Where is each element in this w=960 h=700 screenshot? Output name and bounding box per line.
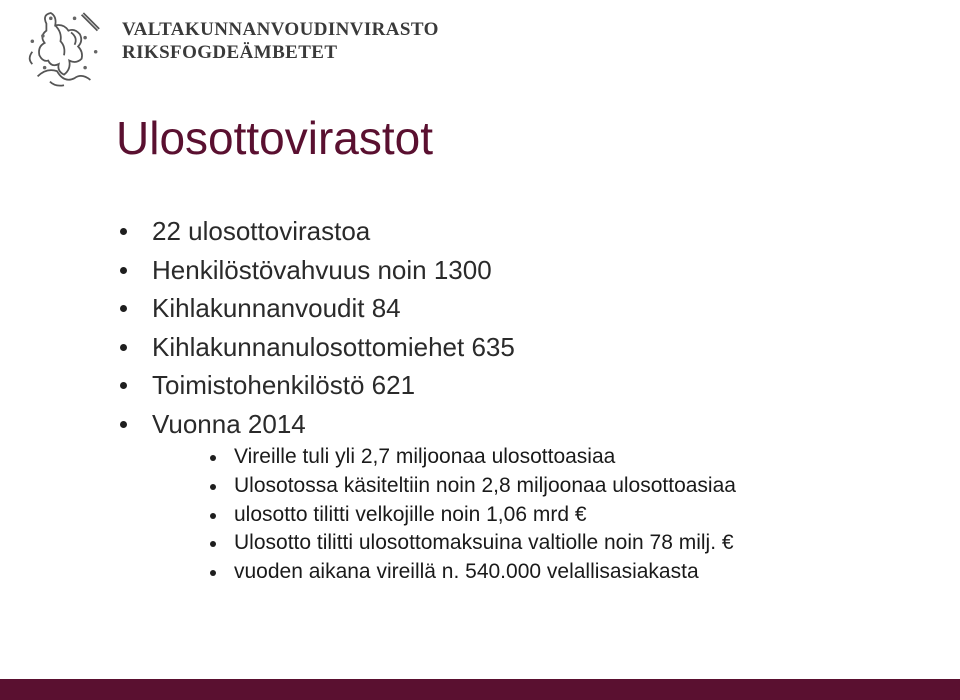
bullet-icon bbox=[120, 382, 127, 389]
bullet-icon bbox=[120, 228, 127, 235]
list-item bbox=[0, 212, 515, 251]
bullet-icon bbox=[210, 484, 216, 490]
bullet-icon bbox=[210, 570, 216, 576]
sub-list-item bbox=[0, 558, 736, 587]
agency-name bbox=[122, 18, 439, 64]
list-item-text: 22 ulosottovirastoa bbox=[152, 216, 371, 246]
list-item-text: Toimistohenkilöstö 621 bbox=[152, 370, 416, 401]
list-item-text: Kihlakunnanulosottomiehet 635 bbox=[152, 331, 515, 362]
sub-list-item bbox=[0, 501, 736, 530]
sub-list-item-text: Vireille tuli yli 2,7 miljoonaa ulosottoasiaa bbox=[234, 445, 616, 468]
agency-name-swedish: RIKSFOGDEÄMBETET bbox=[122, 42, 338, 63]
bullet-icon bbox=[120, 305, 127, 312]
bullet-icon bbox=[120, 344, 127, 351]
sub-list-item-text: ulosotto tilitti velkojille noin 1,06 mrd € bbox=[234, 502, 587, 526]
list-item bbox=[0, 251, 515, 290]
agency-name-finnish: VALTAKUNNANVOUDINVIRASTO bbox=[122, 19, 439, 40]
footer-bar bbox=[0, 679, 960, 700]
bullet-icon bbox=[120, 421, 127, 428]
list-item-text: Henkilöstövahvuus noin 1300 bbox=[152, 254, 492, 285]
bullet-icon bbox=[120, 267, 127, 274]
sub-list-item-text: Ulosotossa käsiteltiin noin 2,8 miljoonaa ulosottoasiaa bbox=[234, 473, 736, 497]
lion-crest-icon bbox=[20, 6, 108, 94]
sub-bullet-list bbox=[0, 443, 736, 587]
sub-list-item bbox=[0, 529, 736, 558]
bullet-icon bbox=[210, 455, 216, 461]
list-item-text: Vuonna 2014 bbox=[152, 408, 306, 439]
sub-list-item-text: vuoden aikana vireillä n. 540.000 velallisasiakasta bbox=[234, 560, 699, 584]
sub-list-item bbox=[0, 443, 736, 472]
list-item bbox=[0, 366, 515, 405]
list-item bbox=[0, 289, 515, 328]
sub-list-item-text: Ulosotto tilitti ulosottomaksuina valtiolle noin 78 milj. € bbox=[234, 531, 734, 555]
bullet-icon bbox=[210, 541, 216, 547]
main-bullet-list bbox=[0, 212, 515, 444]
list-item bbox=[0, 405, 515, 444]
list-item-text: Kihlakunnanvoudit 84 bbox=[152, 293, 401, 324]
bullet-icon bbox=[210, 513, 216, 519]
sub-list-item bbox=[0, 472, 736, 501]
agency-header bbox=[20, 6, 439, 94]
list-item bbox=[0, 328, 515, 367]
slide-title: Ulosottovirastot bbox=[116, 112, 434, 164]
